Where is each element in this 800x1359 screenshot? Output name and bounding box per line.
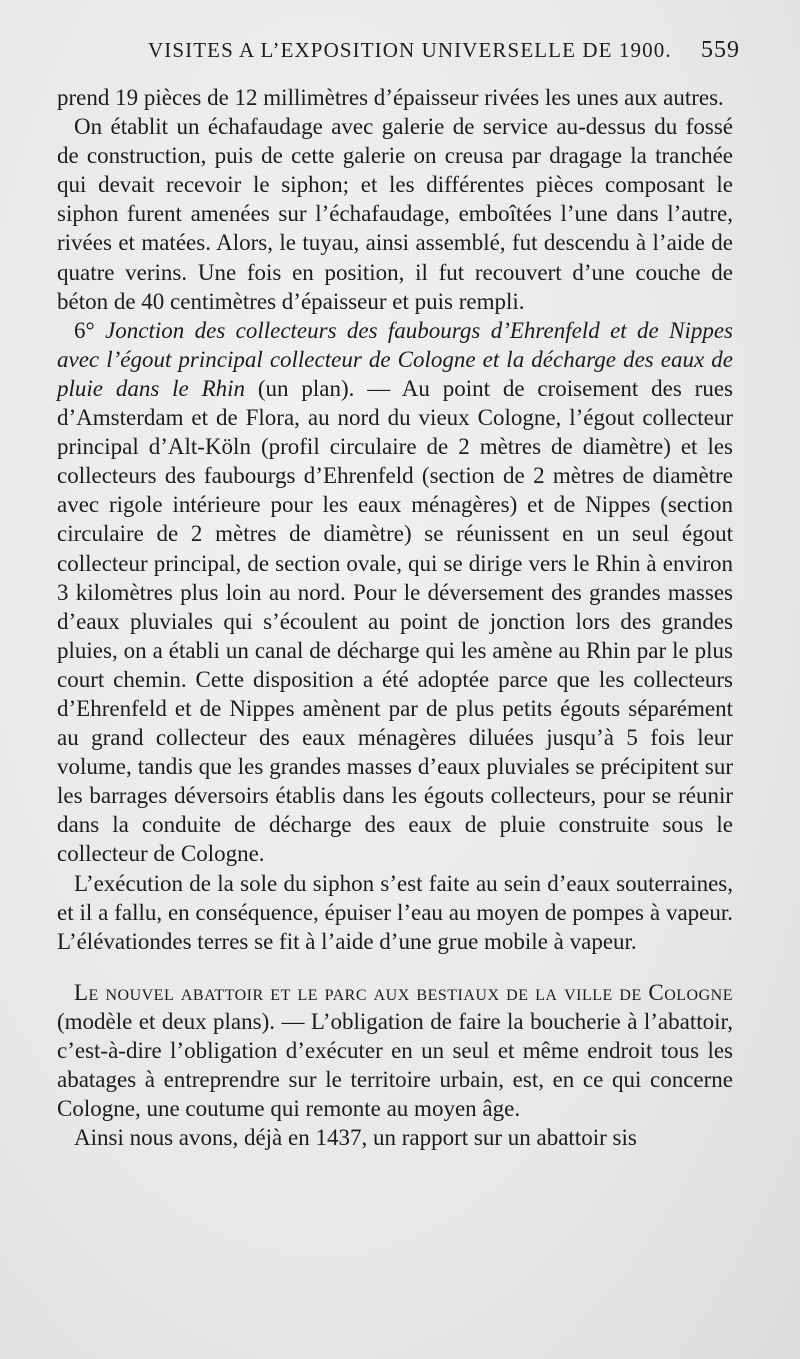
section-gap bbox=[57, 956, 733, 978]
paragraph-1: prend 19 pièces de 12 millimètres d’épaisseur rivées les unes aux autres. bbox=[57, 85, 724, 110]
paragraph-3 bbox=[57, 316, 733, 869]
section-heading: Le nouvel abattoir et le parc aux bestiaux de la ville de Cologne bbox=[74, 979, 733, 1005]
paragraph-6: Ainsi nous avons, déjà en 1437, un rapport sur un abattoir sis bbox=[74, 1125, 637, 1151]
paragraph-3-number: 6° bbox=[74, 317, 95, 343]
paragraph-3-text: (un plan). — Au point de croisement des rues d’Amsterdam et de Flora, au nord du vieux Cologne, l’égout collecteur principal d’Alt-Köln (profil circulaire de 2 mètres de diamètre) et les collecteurs des faubourgs d’Ehrenfeld (section de 2 mètres de diamètre avec rigole intérieure pour les eaux ménagères) et de Nippes (section circulaire de 2 mètres de diamètre) se réunissent en un seul égout collecteur principal, de section ovale, qui se dirige vers le Rhin à environ 3 kilomètres plus loin au nord. Pour le déversement des grandes masses d’eaux pluviales qui s’écoulent au point de jonction lors des grandes pluies, on a établi un canal de décharge qui les amène au Rhin par le plus court chemin. Cette disposition a été adoptée parce que les collecteurs d’Ehrenfeld et de Nippes amènent par de plus petits égouts séparément au grand collecteur des eaux ménagères diluées jusqu’à 5 fois leur volume, tandis que les grandes masses d’eaux pluviales se précipitent sur les barrages déversoirs établis dans les égouts collecteurs, pour se réunir dans la conduite de décharge des eaux de pluie construite sous le collecteur de Cologne. bbox=[57, 375, 733, 867]
paragraph-5-text: (modèle et deux plans). — L’obligation de faire la boucherie à l’abattoir, c’est-à-dire l’obligation d’exécuter en un seul et même endroit tous les abatages à entreprendre sur le territoire urbain, est, en ce qui concerne Cologne, une coutume qui remonte au moyen âge. bbox=[57, 1008, 733, 1122]
running-title: VISITES A L’EXPOSITION UNIVERSELLE DE 1900. bbox=[148, 38, 672, 62]
page-number: 559 bbox=[701, 37, 740, 63]
paragraph-2: On établit un échafaudage avec galerie de service au-dessus du fossé de construction, puis de cette galerie on creusa par dragage la tranchée qui devait recevoir le siphon; et les différentes pièces composant le siphon furent amenées sur l’échafaudage, emboîtées l’une dans l’autre, rivées et matées. Alors, le tuyau, ainsi assemblé, fut descendu à l’aide de quatre verins. Une fois en position, il fut recouvert d’une couche de béton de 40 centimètres d’épaisseur et puis rempli. bbox=[57, 114, 733, 314]
body-text bbox=[57, 83, 733, 1152]
paragraph-4: L’exécution de la sole du siphon s’est faite au sein d’eaux souterraines, et il a fallu, en conséquence, épuiser l’eau au moyen de pompes à vapeur. L’élévationdes terres se fit à l’aide d’une grue mobile à vapeur. bbox=[57, 870, 733, 954]
paragraph-3-italic-heading: Jonction des collecteurs des faubourgs d’Ehrenfeld et de Nippes avec l’égout principal collecteur de Cologne et la décharge des eaux de pluie dans le Rhin bbox=[57, 317, 733, 401]
page-header bbox=[95, 38, 740, 70]
paragraph-5 bbox=[57, 978, 733, 1123]
